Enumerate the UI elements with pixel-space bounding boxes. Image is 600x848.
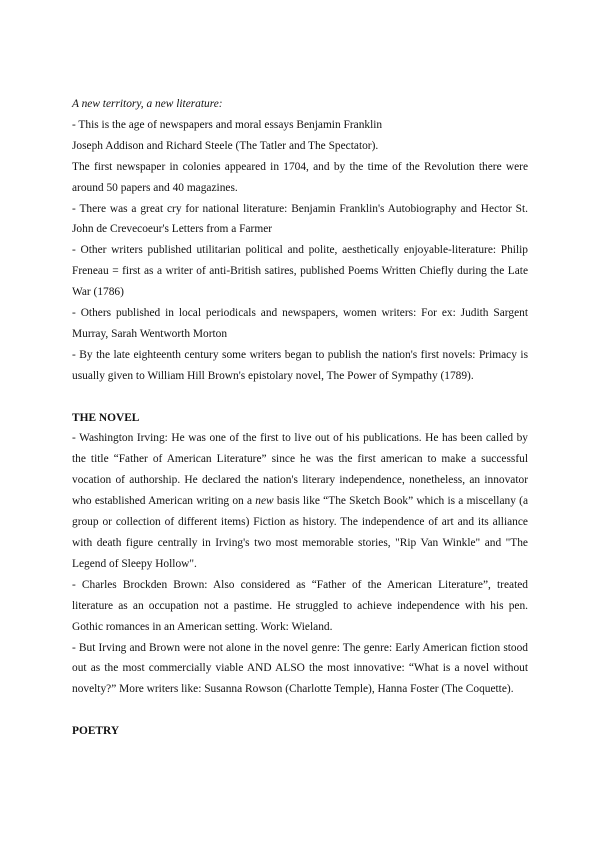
paragraph-first-newspaper: The first newspaper in colonies appeared in 1704, and by the time of the Revolution there were around 50 papers and 40 magazines. (72, 160, 528, 194)
irving-text-part1: - Washington Irving: He was one of the first to live out of his publications. He has been called by the title “Father of American Literature” since he was the first american to make a successful vocation of authorship. He declared the nation's literary independence, nonetheless, an innovator who established American writing on a (72, 432, 528, 508)
paragraph-addison-steele: Joseph Addison and Richard Steele (The Tatler and The Spectator). (72, 139, 379, 152)
paragraph-other-writers: - Other writers published utilitarian political and polite, aesthetically enjoyable-literature: Philip Freneau = first as a writer of anti-British satires, published Poems Written Chiefly during the Late War (1786) (72, 244, 528, 299)
paragraph-novel-genre: - But Irving and Brown were not alone in the novel genre: The genre: Early American fiction stood out as the most commercially viable AND ALSO the most innovative: “What is a novel without novelty?” More writers like: Susanna Rowson (Charlotte Temple), Hanna Foster (The Coquette). (72, 641, 528, 696)
paragraph-charles-brockden-brown: - Charles Brockden Brown: Also considered as “Father of the American Literature”, treated literature as an occupation not a pastime. He struggled to achieve independence with his pen. Gothic romances in an American setting. Work: Wieland. (72, 578, 528, 633)
paragraph-women-writers: - Others published in local periodicals and newspapers, women writers: For ex: Judith Sargent Murray, Sarah Wentworth Morton (72, 307, 528, 340)
paragraph-first-novels: - By the late eighteenth century some writers began to publish the nation's first novels: Primacy is usually given to William Hill Brown's epistolary novel, The Power of Sympathy (1789). (72, 348, 528, 382)
section-heading-poetry: POETRY (72, 725, 120, 738)
irving-text-part2: basis like “The Sketch Book” which is a miscellany (a group or collection of different items) Fiction as history. The independence of art and its alliance with death figure centrally in Irving's two most memorable stories, "Rip Van Winkle" and "The Legend of Sleepy Hollow". (72, 495, 528, 570)
section-heading-the-novel: THE NOVEL (72, 411, 140, 424)
paragraph-newspapers-age: - This is the age of newspapers and moral essays Benjamin Franklin (72, 118, 383, 131)
section-heading-new-territory: A new territory, a new literature: (72, 98, 223, 110)
paragraph-national-literature: - There was a great cry for national literature: Benjamin Franklin's Autobiography and Hector St. John de Crevecoeur's Letters from a Farmer (72, 202, 528, 236)
blank-line (72, 700, 528, 721)
blank-line (72, 387, 528, 408)
paragraph-washington-irving (72, 428, 528, 574)
irving-text-italic-new: new (255, 495, 274, 508)
